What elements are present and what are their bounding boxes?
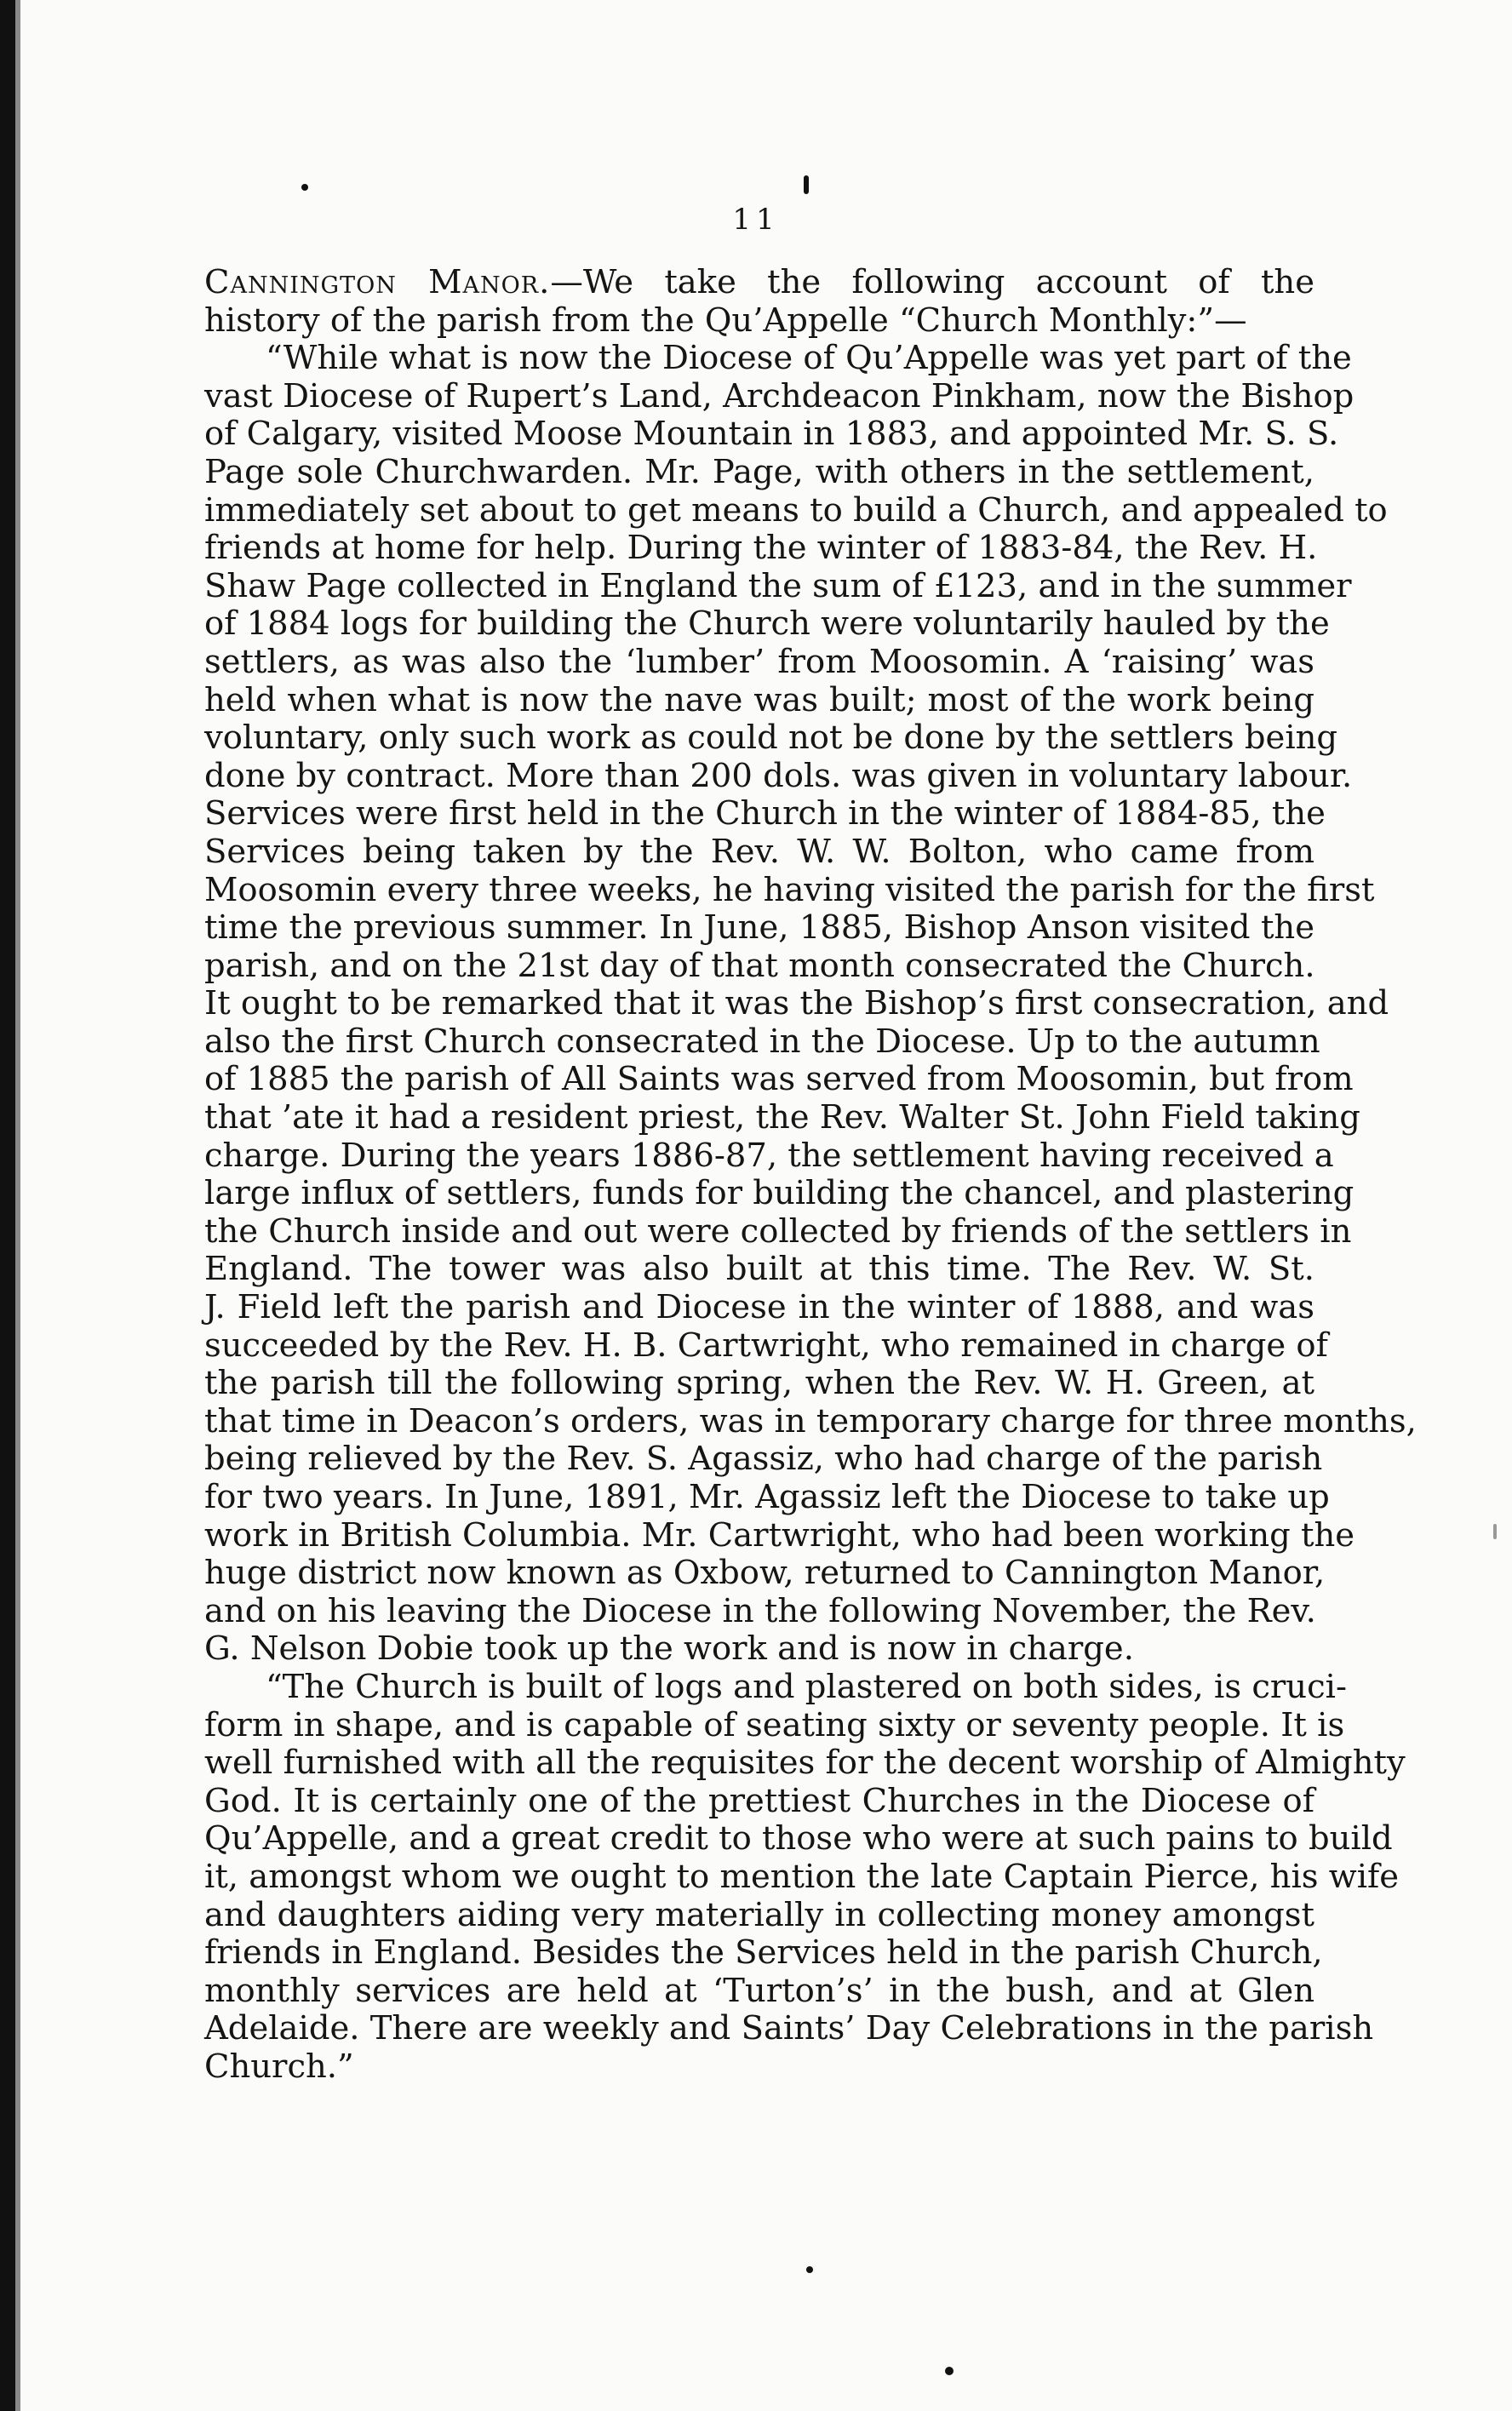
text-line: voluntary, only such work as could not be done by the settlers being xyxy=(204,719,1338,758)
article-body xyxy=(204,263,1417,2087)
text-line: Shaw Page collected in England the sum of £123, and in the summer xyxy=(204,566,1352,605)
text-line: charge. During the years 1886-87, the settlement having received a xyxy=(204,1136,1334,1175)
text-line: for two years. In June, 1891, Mr. Agassiz left the Diocese to take up xyxy=(204,1478,1330,1516)
text-line: huge district now known as Oxbow, returned to Cannington Manor, xyxy=(204,1554,1326,1593)
text-line: Moosomin every three weeks, he having visited the parish for the first xyxy=(204,870,1375,909)
text-line: time the previous summer. In June, 1885, Bishop Anson visited the xyxy=(204,908,1314,948)
scan-left-shadow xyxy=(15,0,20,2411)
text-line: “While what is now the Diocese of Qu’Appelle was yet part of the xyxy=(266,339,1352,378)
text-line: the parish till the following spring, when the Rev. W. H. Green, at xyxy=(204,1364,1314,1403)
text-line: Services were first held in the Church in the winter of 1884-85, the xyxy=(204,794,1326,833)
scan-speck xyxy=(806,2266,813,2273)
text-line: form in shape, and is capable of seating sixty or seventy people. It is xyxy=(204,1705,1345,1744)
text-line: monthly services are held at ‘Turton’s’ in the bush, and at Glen xyxy=(204,1971,1314,2010)
text-line-rest: —We take the following account of the xyxy=(550,263,1314,301)
text-line: Page sole Churchwarden. Mr. Page, with others in the settlement, xyxy=(204,452,1314,491)
text-line: J. Field left the parish and Diocese in the winter of 1888, and was xyxy=(204,1288,1314,1327)
text-line: Church.” xyxy=(204,2047,354,2086)
text-line: being relieved by the Rev. S. Agassiz, who had charge of the parish xyxy=(204,1440,1323,1479)
text-line: it, amongst whom we ought to mention the late Captain Pierce, his wife xyxy=(204,1857,1400,1896)
scan-left-border xyxy=(0,0,15,2411)
scan-speck xyxy=(804,175,809,194)
text-line: God. It is certainly one of the prettiest Churches in the Diocese of xyxy=(204,1781,1314,1820)
section-heading-lead: Cannington Manor. xyxy=(204,263,551,301)
text-line: that ’ate it had a resident priest, the Rev. Walter St. John Field taking xyxy=(204,1098,1360,1137)
text-line: also the first Church consecrated in the Diocese. Up to the autumn xyxy=(204,1022,1320,1061)
text-line: friends at home for help. During the winter of 1883-84, the Rev. H. xyxy=(204,529,1318,568)
text-line: Adelaide. There are weekly and Saints’ Day Celebrations in the parish xyxy=(204,2009,1374,2048)
text-line: settlers, as was also the ‘lumber’ from Moosomin. A ‘raising’ was xyxy=(204,642,1314,681)
text-line: of Calgary, visited Moose Mountain in 1883, and appointed Mr. S. S. xyxy=(204,415,1339,454)
text-line: of 1884 logs for building the Church were voluntarily hauled by the xyxy=(204,604,1330,644)
text-line: parish, and on the 21st day of that month consecrated the Church. xyxy=(204,946,1315,985)
text-line: and daughters aiding very materially in collecting money amongst xyxy=(204,1895,1314,1934)
scan-speck xyxy=(1493,1524,1497,1539)
text-line: friends in England. Besides the Services held in the parish Church, xyxy=(204,1933,1323,1973)
text-line: “The Church is built of logs and plastered on both sides, is cruci- xyxy=(266,1667,1347,1706)
page-number: 11 xyxy=(732,203,780,237)
text-line: done by contract. More than 200 dols. was given in voluntary labour. xyxy=(204,756,1353,795)
scan-speck xyxy=(945,2367,954,2375)
text-line: that time in Deacon’s orders, was in temporary charge for three months, xyxy=(204,1401,1417,1440)
text-line: Qu’Appelle, and a great credit to those who were at such pains to build xyxy=(204,1819,1393,1858)
text-line: Services being taken by the Rev. W. W. Bolton, who came from xyxy=(204,832,1314,871)
text-line: vast Diocese of Rupert’s Land, Archdeacon Pinkham, now the Bishop xyxy=(204,376,1354,415)
text-line: of 1885 the parish of All Saints was served from Moosomin, but from xyxy=(204,1060,1354,1099)
text-line: It ought to be remarked that it was the Bishop’s first consecration, and xyxy=(204,984,1389,1023)
text-line: the Church inside and out were collected by friends of the settlers in xyxy=(204,1211,1352,1251)
text-line: work in British Columbia. Mr. Cartwright, who had been working the xyxy=(204,1515,1355,1555)
text-line: G. Nelson Dobie took up the work and is now in charge. xyxy=(204,1629,1134,1669)
text-line: England. The tower was also built at this time. The Rev. W. St. xyxy=(204,1250,1314,1289)
scan-speck xyxy=(301,184,308,191)
text-line: and on his leaving the Diocese in the following November, the Rev. xyxy=(204,1591,1316,1630)
text-line: held when what is now the nave was built; most of the work being xyxy=(204,680,1314,719)
text-line: immediately set about to get means to build a Church, and appealed to xyxy=(204,490,1388,530)
text-line: well furnished with all the requisites for the decent worship of Almighty xyxy=(204,1744,1406,1783)
text-line: succeeded by the Rev. H. B. Cartwright, who remained in charge of xyxy=(204,1326,1328,1365)
text-line: large influx of settlers, funds for building the chancel, and plastering xyxy=(204,1174,1354,1213)
text-line: history of the parish from the Qu’Appelle “Church Monthly:”— xyxy=(204,301,1247,340)
text-line xyxy=(204,264,1314,302)
